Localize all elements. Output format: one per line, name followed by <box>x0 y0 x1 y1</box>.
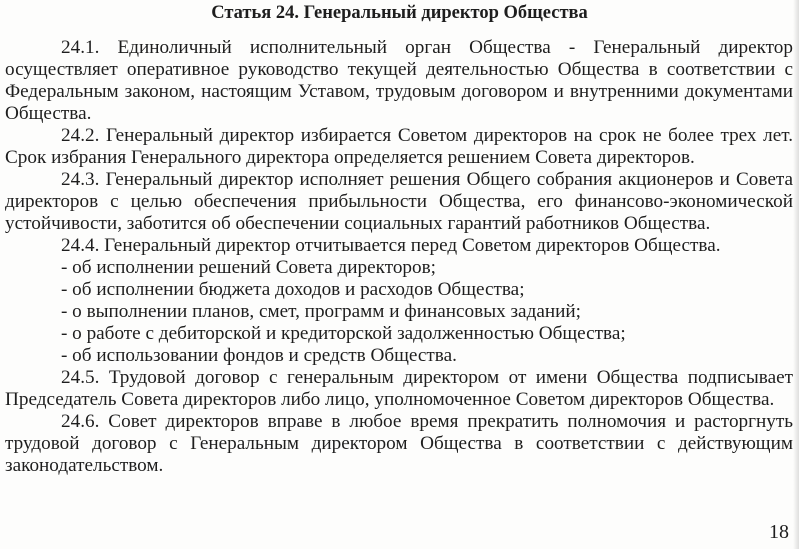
report-items-list <box>5 257 793 367</box>
paragraph-24-1: 24.1. Единоличный исполнительный орган Общества - Генеральный директор осуществляет оперативное руководство текущей деятельностью Общества в соответствии с Федеральным законом, настоящим Уставом, трудовым договором и внутренними документами Общества. <box>5 37 793 124</box>
page-edge-shadow <box>793 0 799 549</box>
list-item: - о работе с дебиторской и кредиторской задолженностью Общества; <box>61 323 626 344</box>
list-item: - о выполнении планов, смет, программ и финансовых заданий; <box>61 301 581 322</box>
paragraph-24-4: 24.4. Генеральный директор отчитывается перед Советом директоров Общества. <box>61 235 721 256</box>
paragraph-24-6: 24.6. Совет директоров вправе в любое время прекратить полномочия и расторгнуть трудовой договор с Генеральным директором Общества в соответствии с действующим законодательством. <box>5 411 793 476</box>
page-number: 18 <box>769 521 789 543</box>
article-body <box>5 37 793 477</box>
paragraph-24-2: 24.2. Генеральный директор избирается Советом директоров на срок не более трех лет. Срок избрания Генерального директора определяется решением Совета директоров. <box>5 125 793 168</box>
paragraph-24-5: 24.5. Трудовой договор с генеральным директором от имени Общества подписывает Председатель Совета директоров либо лицо, уполномоченное Советом директоров Общества. <box>5 367 793 410</box>
list-item: - об использовании фондов и средств Общества. <box>61 345 457 366</box>
article-title: Статья 24. Генеральный директор Общества <box>211 3 588 23</box>
list-item: - об исполнении решений Совета директоров; <box>61 257 436 278</box>
paragraph-24-3: 24.3. Генеральный директор исполняет решения Общего собрания акционеров и Совета директоров с целью обеспечения прибыльности Общества, его финансово-экономической устойчивости, заботится об обеспечении социальных гарантий работников Общества. <box>5 169 793 234</box>
list-item: - об исполнении бюджета доходов и расходов Общества; <box>61 279 525 300</box>
